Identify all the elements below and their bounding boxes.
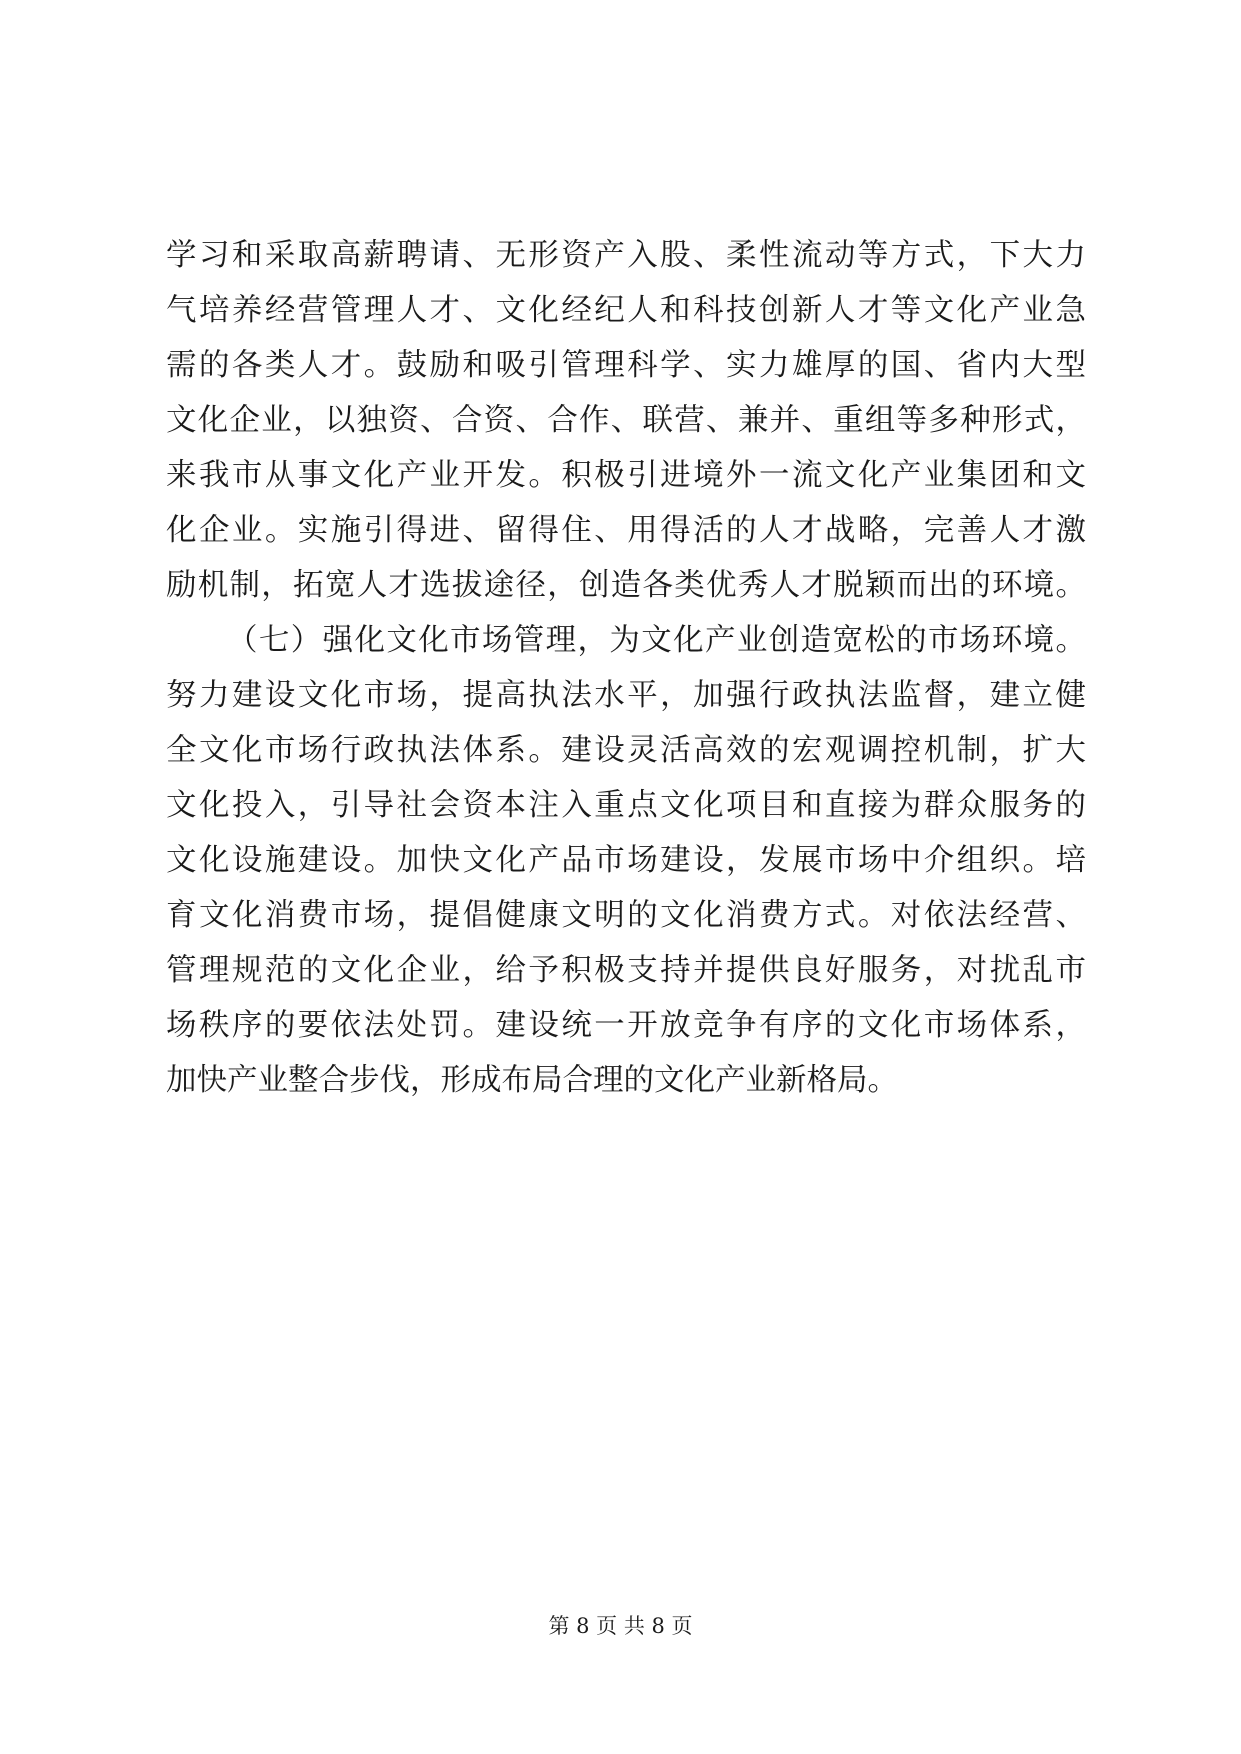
text-line: 管理规范的文化企业，给予积极支持并提供良好服务，对扰乱市 <box>166 953 1086 988</box>
body-text <box>166 228 1086 1108</box>
text-line: 化企业。实施引得进、留得住、用得活的人才战略，完善人才激 <box>166 513 1086 548</box>
text-line: 努力建设文化市场，提高执法水平，加强行政执法监督，建立健 <box>166 678 1086 713</box>
page-number-footer: 第 8 页 共 8 页 <box>548 1614 693 1638</box>
text-line: 需的各类人才。鼓励和吸引管理科学、实力雄厚的国、省内大型 <box>166 348 1086 383</box>
text-line: 文化设施建设。加快文化产品市场建设，发展市场中介组织。培 <box>166 843 1086 878</box>
text-line: 来我市从事文化产业开发。积极引进境外一流文化产业集团和文 <box>166 458 1086 493</box>
text-line: 育文化消费市场，提倡健康文明的文化消费方式。对依法经营、 <box>166 898 1086 933</box>
text-line: 场秩序的要依法处罚。建设统一开放竞争有序的文化市场体系， <box>166 1008 1086 1043</box>
text-line: 文化企业，以独资、合资、合作、联营、兼并、重组等多种形式， <box>166 403 1086 438</box>
section-heading-line: （七）强化文化市场管理，为文化产业创造宽松的市场环境。 <box>227 623 1086 658</box>
text-line: 气培养经营管理人才、文化经纪人和科技创新人才等文化产业急 <box>166 293 1086 328</box>
text-line: 学习和采取高薪聘请、无形资产入股、柔性流动等方式，下大力 <box>166 238 1086 273</box>
text-line: 文化投入，引导社会资本注入重点文化项目和直接为群众服务的 <box>166 788 1086 823</box>
text-line: 全文化市场行政执法体系。建设灵活高效的宏观调控机制，扩大 <box>166 733 1086 768</box>
text-line: 励机制，拓宽人才选拔途径，创造各类优秀人才脱颖而出的环境。 <box>166 568 1086 603</box>
text-line: 加快产业整合步伐，形成布局合理的文化产业新格局。 <box>166 1063 898 1098</box>
